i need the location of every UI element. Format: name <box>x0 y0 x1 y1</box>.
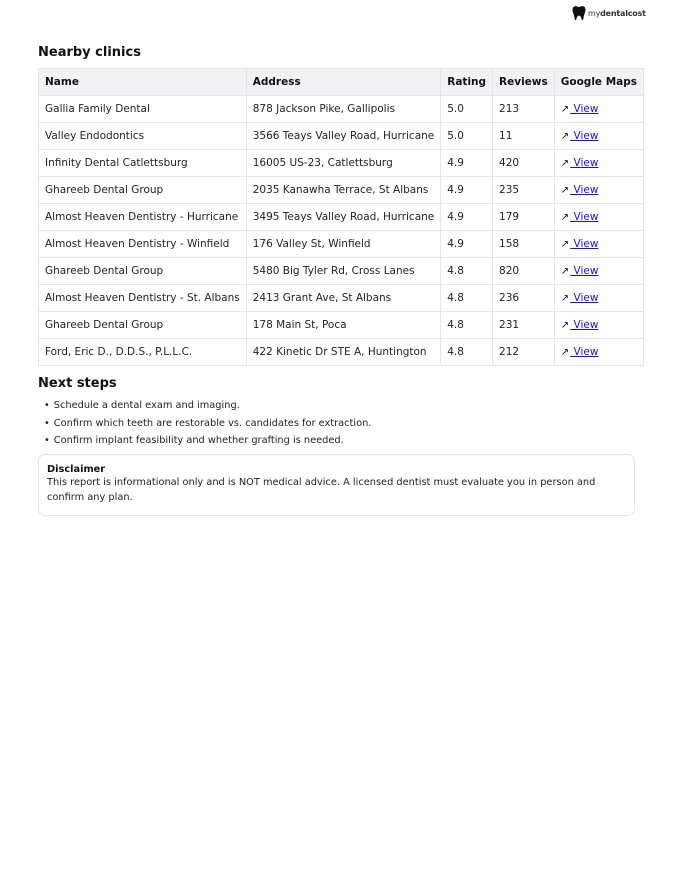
list-item: • Confirm implant feasibility and whether grafting is needed. <box>44 432 371 450</box>
table-row <box>39 312 644 339</box>
next-steps-list <box>44 397 371 450</box>
clinic-address: 16005 US-23, Catlettsburg <box>246 150 441 177</box>
clinic-name: Ghareeb Dental Group <box>39 177 247 204</box>
table-header-row <box>39 69 644 96</box>
next-steps-heading: Next steps <box>38 376 117 391</box>
disclaimer-text: This report is informational only and is NOT medical advice. A licensed dentist must evaluate you in person and confirm any plan. <box>47 477 596 503</box>
table-row <box>39 177 644 204</box>
clinic-reviews: 179 <box>493 204 555 231</box>
table-row <box>39 204 644 231</box>
arrow-up-right-icon: ↗ <box>560 104 570 115</box>
google-maps-cell <box>554 96 643 123</box>
brand-logo <box>572 5 646 21</box>
arrow-up-right-icon: ↗ <box>560 266 570 277</box>
clinic-name: Infinity Dental Catlettsburg <box>39 150 247 177</box>
nearby-clinics-heading: Nearby clinics <box>38 45 141 60</box>
clinic-rating: 4.9 <box>441 177 493 204</box>
clinic-address: 5480 Big Tyler Rd, Cross Lanes <box>246 258 441 285</box>
clinic-reviews: 212 <box>493 339 555 366</box>
clinic-address: 176 Valley St, Winfield <box>246 231 441 258</box>
table-row <box>39 231 644 258</box>
clinic-name: Gallia Family Dental <box>39 96 247 123</box>
arrow-up-right-icon: ↗ <box>560 293 570 304</box>
clinic-reviews: 213 <box>493 96 555 123</box>
arrow-up-right-icon: ↗ <box>560 239 570 250</box>
clinic-name: Ghareeb Dental Group <box>39 258 247 285</box>
google-maps-view-link[interactable]: View <box>573 265 599 277</box>
table-row <box>39 285 644 312</box>
clinics-table <box>38 68 644 366</box>
google-maps-cell <box>554 177 643 204</box>
clinic-reviews: 11 <box>493 123 555 150</box>
clinic-reviews: 158 <box>493 231 555 258</box>
disclaimer-title: Disclaimer <box>47 464 106 475</box>
arrow-up-right-icon: ↗ <box>560 320 570 331</box>
clinic-rating: 4.9 <box>441 204 493 231</box>
arrow-up-right-icon: ↗ <box>560 131 570 142</box>
google-maps-view-link[interactable]: View <box>573 130 599 142</box>
clinic-name: Ghareeb Dental Group <box>39 312 247 339</box>
clinic-name: Ford, Eric D., D.D.S., P.L.L.C. <box>39 339 247 366</box>
google-maps-view-link[interactable]: View <box>573 238 599 250</box>
google-maps-cell <box>554 285 643 312</box>
clinic-rating: 4.8 <box>441 312 493 339</box>
clinic-address: 3495 Teays Valley Road, Hurricane <box>246 204 441 231</box>
arrow-up-right-icon: ↗ <box>560 212 570 223</box>
clinic-address: 3566 Teays Valley Road, Hurricane <box>246 123 441 150</box>
google-maps-view-link[interactable]: View <box>573 103 599 115</box>
google-maps-view-link[interactable]: View <box>573 292 599 304</box>
clinic-rating: 4.9 <box>441 231 493 258</box>
column-header-google-maps: Google Maps <box>554 69 643 96</box>
google-maps-view-link[interactable]: View <box>573 211 599 223</box>
clinic-reviews: 820 <box>493 258 555 285</box>
clinic-reviews: 235 <box>493 177 555 204</box>
google-maps-view-link[interactable]: View <box>573 157 599 169</box>
google-maps-cell <box>554 312 643 339</box>
clinic-address: 2413 Grant Ave, St Albans <box>246 285 441 312</box>
arrow-up-right-icon: ↗ <box>560 347 570 358</box>
arrow-up-right-icon: ↗ <box>560 158 570 169</box>
google-maps-view-link[interactable]: View <box>573 319 599 331</box>
google-maps-cell <box>554 204 643 231</box>
clinic-name: Almost Heaven Dentistry - Hurricane <box>39 204 247 231</box>
clinic-rating: 4.9 <box>441 150 493 177</box>
list-item: • Schedule a dental exam and imaging. <box>44 397 371 415</box>
google-maps-cell <box>554 339 643 366</box>
column-header-address: Address <box>246 69 441 96</box>
clinic-rating: 5.0 <box>441 96 493 123</box>
brand-name: mydentalcost <box>588 8 646 18</box>
column-header-name: Name <box>39 69 247 96</box>
column-header-rating: Rating <box>441 69 493 96</box>
google-maps-cell <box>554 123 643 150</box>
table-row <box>39 123 644 150</box>
clinic-name: Almost Heaven Dentistry - St. Albans <box>39 285 247 312</box>
table-row <box>39 339 644 366</box>
clinic-rating: 5.0 <box>441 123 493 150</box>
disclaimer-box <box>38 454 635 516</box>
clinic-address: 422 Kinetic Dr STE A, Huntington <box>246 339 441 366</box>
clinic-rating: 4.8 <box>441 339 493 366</box>
google-maps-cell <box>554 258 643 285</box>
table-row <box>39 150 644 177</box>
google-maps-view-link[interactable]: View <box>573 184 599 196</box>
clinic-name: Almost Heaven Dentistry - Winfield <box>39 231 247 258</box>
clinic-rating: 4.8 <box>441 258 493 285</box>
arrow-up-right-icon: ↗ <box>560 185 570 196</box>
clinic-address: 178 Main St, Poca <box>246 312 441 339</box>
clinic-reviews: 420 <box>493 150 555 177</box>
google-maps-cell <box>554 150 643 177</box>
table-row <box>39 258 644 285</box>
clinic-address: 2035 Kanawha Terrace, St Albans <box>246 177 441 204</box>
google-maps-cell <box>554 231 643 258</box>
clinic-reviews: 231 <box>493 312 555 339</box>
clinic-address: 878 Jackson Pike, Gallipolis <box>246 96 441 123</box>
tooth-icon <box>572 5 586 21</box>
table-row <box>39 96 644 123</box>
column-header-reviews: Reviews <box>493 69 555 96</box>
clinic-name: Valley Endodontics <box>39 123 247 150</box>
clinic-reviews: 236 <box>493 285 555 312</box>
google-maps-view-link[interactable]: View <box>573 346 599 358</box>
clinic-rating: 4.8 <box>441 285 493 312</box>
list-item: • Confirm which teeth are restorable vs. candidates for extraction. <box>44 415 371 433</box>
